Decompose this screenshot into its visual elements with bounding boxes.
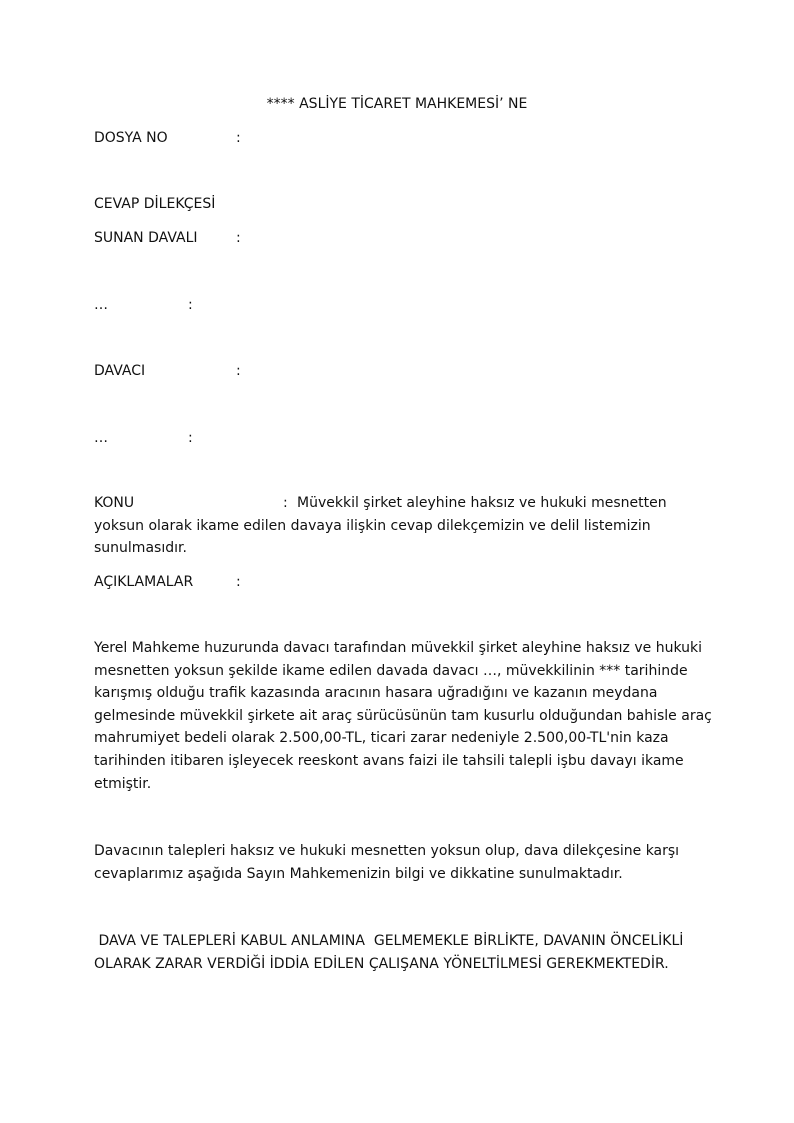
- sunan-davali-colon: :: [236, 230, 241, 246]
- paragraph-line: mahrumiyet bedeli olarak 2.500,00-TL, ticari zarar nedeniyle 2.500,00-TL'nin kaza: [94, 730, 669, 747]
- konu-label: KONU: [94, 495, 135, 511]
- paragraph-line: DAVA VE TALEPLERİ KABUL ANLAMINA GELMEMEKLE BİRLİKTE, DAVANIN ÖNCELİKLİ: [94, 933, 684, 949]
- aciklamalar-label: AÇIKLAMALAR: [94, 574, 194, 590]
- placeholder-2-colon: :: [188, 430, 193, 446]
- paragraph-line: Davacının talepleri haksız ve hukuki mesnetten yoksun olup, dava dilekçesine karşı: [94, 843, 680, 859]
- konu-text-line: sunulmasıdır.: [94, 540, 187, 556]
- konu-text-line: Müvekkil şirket aleyhine haksız ve hukuki mesnetten: [297, 495, 667, 511]
- paragraph-line: cevaplarımız aşağıda Sayın Mahkemenizin bilgi ve dikkatine sunulmaktadır.: [94, 865, 623, 882]
- davaci-colon: :: [236, 363, 241, 379]
- sunan-davali-label: SUNAN DAVALI: [94, 230, 198, 246]
- cevap-dilekcesi-label: CEVAP DİLEKÇESİ: [94, 196, 216, 212]
- paragraph-3: [94, 930, 710, 975]
- paragraph-1: [94, 637, 710, 795]
- court-title: **** ASLİYE TİCARET MAHKEMESİ’ NE: [266, 96, 528, 112]
- paragraph-line: etmiştir.: [94, 775, 152, 792]
- konu-colon: :: [283, 495, 288, 511]
- paragraph-line: OLARAK ZARAR VERDİĞİ İDDİA EDİLEN ÇALIŞANA YÖNELTİLMESİ GEREKMEKTEDİR.: [94, 955, 669, 972]
- aciklamalar-colon: :: [236, 574, 241, 590]
- dosya-no-label: DOSYA NO: [94, 130, 168, 146]
- paragraph-line: gelmesinde müvekkil şirkete ait araç sürücüsünün tam kusurlu olduğundan bahisle araç: [94, 707, 712, 724]
- paragraph-2: [94, 840, 710, 885]
- paragraph-line: mesnetten yoksun şekilde ikame edilen davada davacı …, müvekkilinin *** tarihinde: [94, 662, 688, 679]
- placeholder-1-label: …: [94, 297, 108, 313]
- davaci-label: DAVACI: [94, 363, 146, 379]
- placeholder-2-label: …: [94, 430, 108, 446]
- konu-text-line: yoksun olarak ikame edilen davaya ilişkin cevap dilekçemizin ve delil listemizin: [94, 518, 651, 534]
- paragraph-line: tarihinden itibaren işleyecek reeskont avans faizi ile tahsili talepli işbu davayı ikame: [94, 752, 684, 769]
- paragraph-line: karışmış olduğu trafik kazasında aracının hasara uğradığını ve kazanın meydana: [94, 685, 658, 702]
- paragraph-line: Yerel Mahkeme huzurunda davacı tarafından müvekkil şirket aleyhine haksız ve hukuki: [94, 640, 703, 656]
- dosya-no-colon: :: [236, 130, 241, 146]
- placeholder-1-colon: :: [188, 297, 193, 313]
